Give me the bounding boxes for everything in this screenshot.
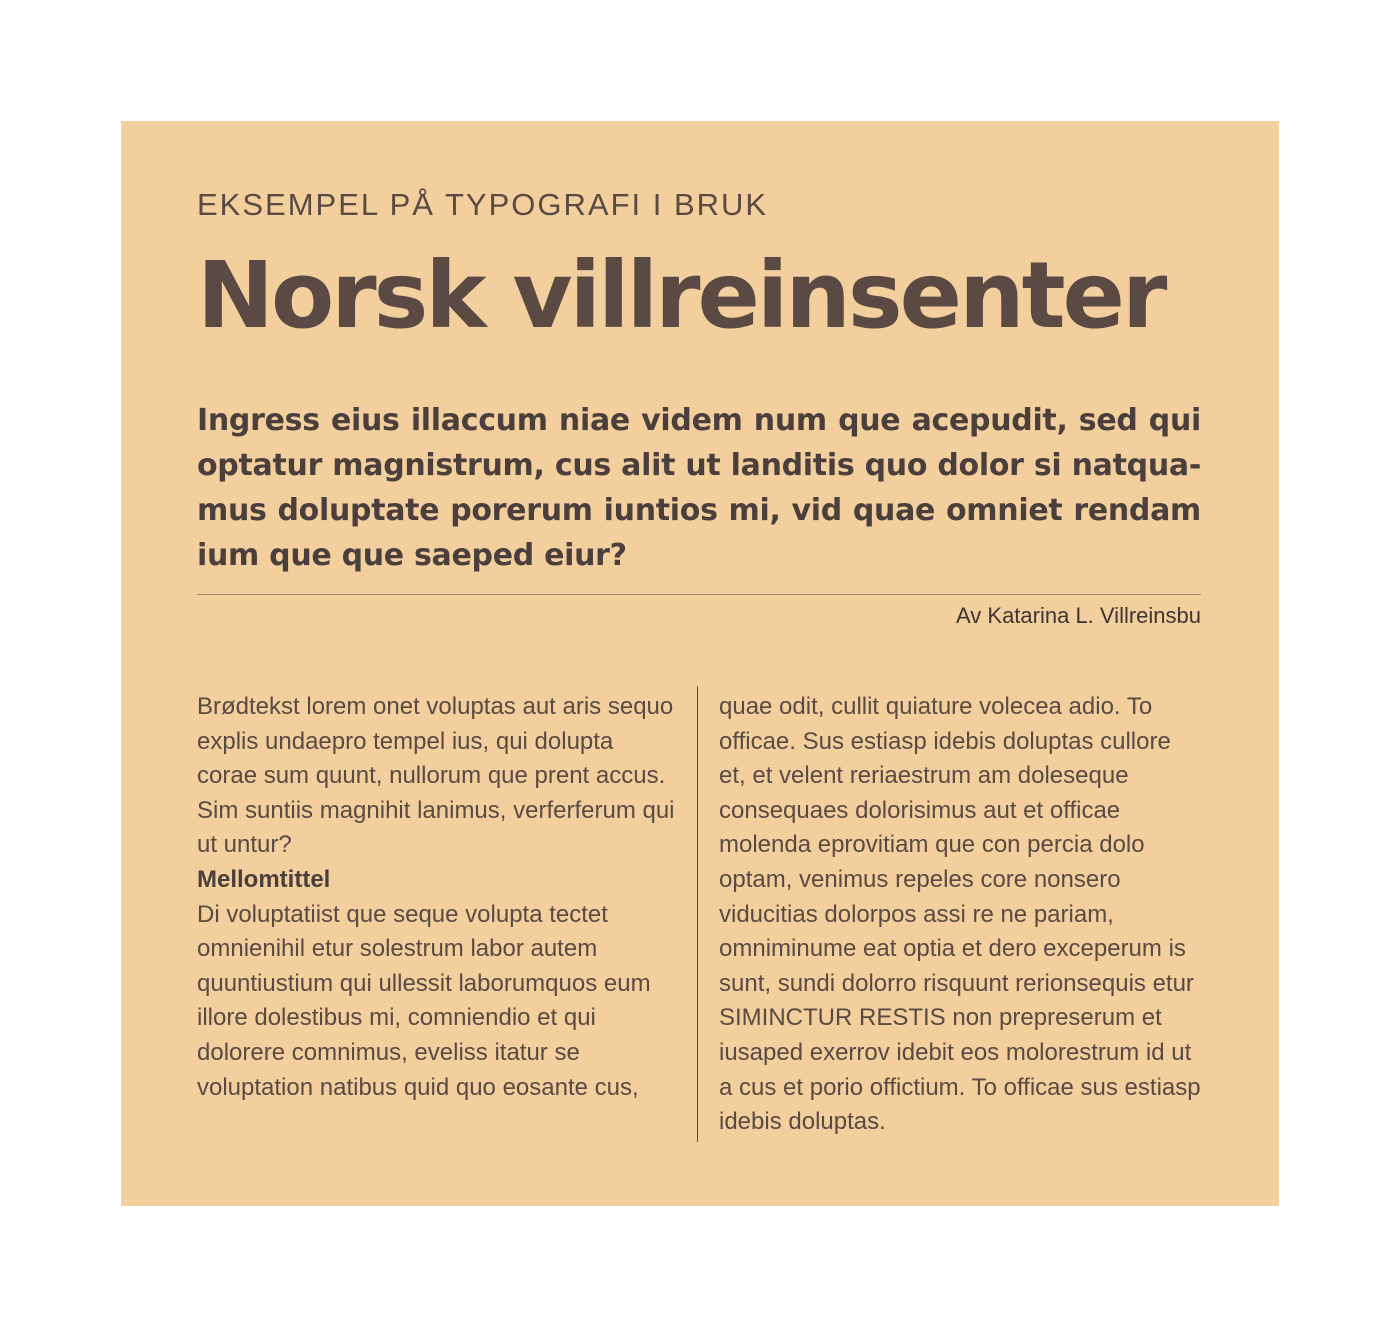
eyebrow-label: EKSEMPEL PÅ TYPOGRAFI I BRUK bbox=[197, 187, 769, 222]
ingress-paragraph: Ingress eius illaccum niae videm num que acepudit, sed qui optatur magnistrum, cus alit ut landitis quo dolor si natqua-mus doluptate porerum iuntios mi, vid quae omniet rendam ium que que saeped eiur? bbox=[197, 403, 1201, 573]
body-paragraph: Brødtekst lorem onet voluptas aut aris sequo explis undaepro tempel ius, qui dolupta corae sum quunt, nullorum que prent accus. Sim suntiis magnihit lanimus, verferferum qui ut untur? bbox=[197, 693, 675, 859]
byline: Av Katarina L. Villreinsbu bbox=[956, 603, 1201, 628]
subheading: Mellomtittel bbox=[197, 865, 331, 893]
article-content bbox=[197, 121, 1201, 1206]
byline-divider bbox=[197, 594, 1201, 595]
body-paragraph: quae odit, cullit quiature volecea adio. To officae. Sus estiasp idebis doluptas cullore et, et velent reriaestrum am doleseque consequaes dolorisimus aut et officae molenda eprovitiam que con percia dolo optam, venimus repeles core nonsero viducitias dolorpos assi re ne pariam, omniminume eat optia et dero exceperum is sunt, sundi dolorro risquunt rerionsequis etur SIMINCTUR RESTIS non prepreserum et iusaped exerrov idebit eos molorestrum id ut a cus et porio offictium. To officae sus estiasp idebis doluptas. bbox=[719, 693, 1201, 1136]
left-column bbox=[197, 690, 677, 1105]
article-card bbox=[121, 121, 1279, 1206]
body-paragraph: Di voluptatiist que seque volupta tectet omnienihil etur solestrum labor autem quuntiustium qui ullessit laborumquos eum illore dolestibus mi, comniendio et qui dolorere comnimus, eveliss itatur se voluptation natibus quid quo eosante cus, bbox=[197, 900, 651, 1101]
right-column bbox=[719, 690, 1201, 1140]
column-divider bbox=[697, 686, 698, 1142]
article-title: Norsk villreinsenter bbox=[197, 242, 1165, 349]
